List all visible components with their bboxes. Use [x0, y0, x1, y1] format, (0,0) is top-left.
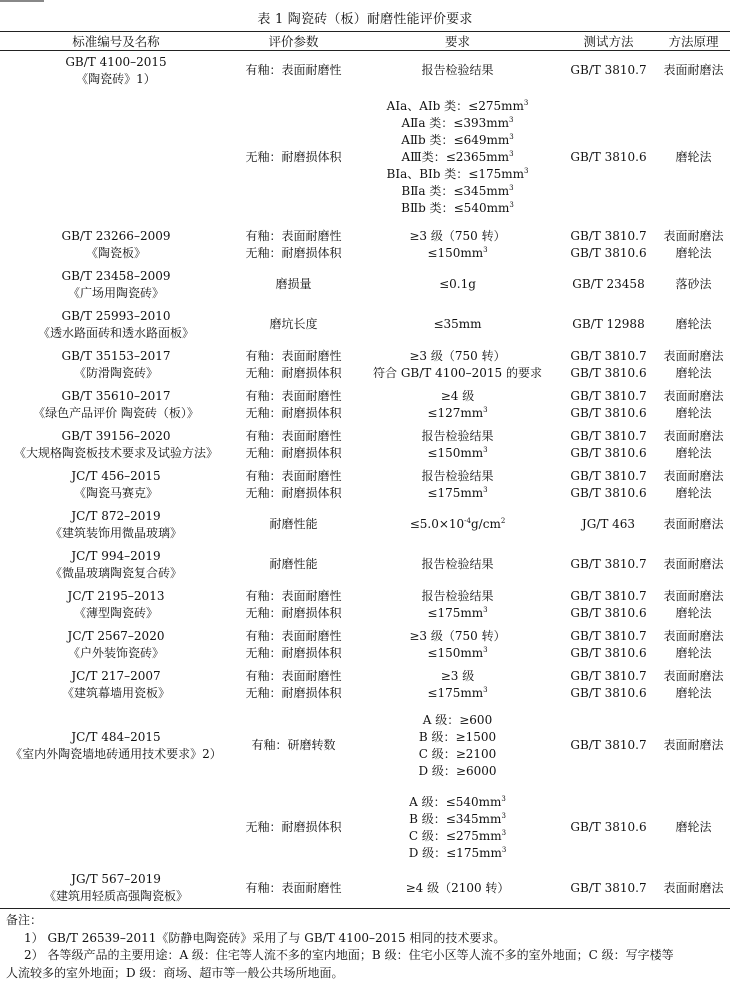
- test-method-line: GB/T 3810.6: [570, 445, 647, 460]
- requirement-line: BⅡa 类：$\le 345mm^3$: [401, 184, 514, 198]
- principle-cell: [657, 345, 730, 385]
- standard-name: 《透水路面砖和透水路面板》: [37, 325, 194, 340]
- parameter-line: 有釉：表面耐磨性: [245, 428, 342, 443]
- requirement-line: ≤0.1g: [439, 277, 476, 291]
- requirement-line: 报告检验结果: [421, 468, 494, 483]
- table-row: [0, 869, 730, 909]
- test-method-line: GB/T 3810.7: [570, 428, 647, 443]
- requirement-line: $\le 150mm^3$: [427, 445, 488, 460]
- standard-cell: [0, 225, 232, 265]
- requirement-line: 报告检验结果: [421, 63, 494, 78]
- parameter-line: 无釉：耐磨损体积: [245, 605, 342, 620]
- principle-line: 表面耐磨法: [663, 63, 724, 78]
- requirement-line: $\le 150mm^3$: [427, 645, 488, 660]
- principle-line: 表面耐磨法: [663, 668, 724, 683]
- table-row: [0, 465, 730, 505]
- table-row: [0, 51, 730, 91]
- requirement-line: BⅡb 类：$\le 540mm^3$: [401, 201, 514, 215]
- principle-cell: [657, 625, 730, 665]
- standard-number: JC/T 872–2019: [71, 508, 161, 523]
- standard-number: JC/T 217–2007: [71, 668, 161, 683]
- requirement-line: ≥3 级: [440, 668, 475, 683]
- parameter-line: 有釉：表面耐磨性: [245, 348, 342, 363]
- requirement-cell: [355, 625, 560, 665]
- test-method-cell: [560, 545, 657, 585]
- principle-line: 磨轮法: [675, 317, 712, 331]
- requirement-cell: [355, 665, 560, 705]
- standard-cell: [0, 869, 232, 909]
- test-method-cell: [560, 345, 657, 385]
- standard-name: 《陶瓷马赛克》: [73, 485, 158, 500]
- principle-line: 表面耐磨法: [663, 588, 724, 603]
- requirement-line: 符合 GB/T 4100–2015 的要求: [373, 365, 542, 380]
- principle-line: 表面耐磨法: [663, 348, 724, 363]
- principle-line: 表面耐磨法: [663, 880, 724, 895]
- principle-cell: [657, 425, 730, 465]
- requirement-cell: [355, 345, 560, 385]
- test-method-cell: [560, 265, 657, 305]
- requirement-line: C 级：≥2100: [418, 746, 497, 761]
- standard-cell: [0, 625, 232, 665]
- test-method-cell: [560, 505, 657, 545]
- principle-line: 磨轮法: [675, 605, 712, 620]
- requirement-cell: [355, 505, 560, 545]
- requirement-line: C 级：$\le 275mm^3$: [408, 828, 507, 843]
- standard-number: GB/T 39156–2020: [61, 428, 171, 443]
- standard-number: GB/T 23458–2009: [61, 268, 171, 283]
- principle-line: 表面耐磨法: [663, 388, 724, 403]
- parameter-line: 有釉：表面耐磨性: [245, 228, 342, 243]
- parameter-cell: [232, 705, 355, 787]
- requirement-line: B 级：$\le 345mm^3$: [409, 811, 506, 826]
- principle-cell: [657, 265, 730, 305]
- requirement-cell: [355, 585, 560, 625]
- principle-line: 落砂法: [675, 277, 712, 291]
- requirement-line: A 级：$\le 540mm^3$: [409, 794, 506, 809]
- standard-number: GB/T 23266–2009: [61, 228, 171, 243]
- standard-name: 《陶瓷板》: [85, 245, 146, 260]
- table-row: [0, 345, 730, 385]
- requirement-line: $\le 150mm^3$: [427, 245, 488, 260]
- test-method-line: JG/T 463: [581, 517, 636, 531]
- principle-line: 磨轮法: [675, 485, 712, 500]
- table-notes: [6, 912, 726, 982]
- principle-cell: [657, 505, 730, 545]
- principle-line: 磨轮法: [675, 645, 712, 660]
- table-row: [0, 91, 730, 225]
- parameter-line: 有釉：表面耐磨性: [245, 628, 342, 643]
- principle-line: 磨轮法: [675, 365, 712, 380]
- parameter-line: 无釉：耐磨损体积: [245, 820, 342, 834]
- table-row: [0, 225, 730, 265]
- requirement-line: ≤35mm: [433, 317, 482, 331]
- requirement-line: AⅢ类：$\le 2365mm^3$: [401, 150, 514, 164]
- principle-cell: [657, 545, 730, 585]
- requirement-line: ≥4 级（2100 转）: [405, 880, 510, 895]
- principle-cell: [657, 787, 730, 869]
- requirement-line: D 级：$\le 175mm^3$: [408, 845, 507, 860]
- test-method-cell: [560, 869, 657, 909]
- test-method-line: GB/T 3810.6: [570, 485, 647, 500]
- parameter-line: 无釉：耐磨损体积: [245, 685, 342, 700]
- test-method-line: GB/T 3810.6: [570, 605, 647, 620]
- test-method-line: GB/T 3810.6: [570, 645, 647, 660]
- requirement-line: $\le 175mm^3$: [427, 605, 488, 620]
- requirement-cell: [355, 385, 560, 425]
- wear-resistance-table: [0, 31, 730, 909]
- standard-cell: [0, 505, 232, 545]
- standard-number: GB/T 35610–2017: [61, 388, 171, 403]
- parameter-cell: [232, 505, 355, 545]
- parameter-line: 有釉：表面耐磨性: [245, 388, 342, 403]
- principle-line: 表面耐磨法: [663, 428, 724, 443]
- test-method-cell: [560, 51, 657, 91]
- requirement-line: $\le 5.0\times 10^{-4}g/cm^2$: [409, 517, 506, 531]
- standard-name: 《户外装饰瓷砖》: [67, 645, 164, 660]
- requirement-line: 报告检验结果: [421, 428, 494, 443]
- test-method-line: GB/T 23458: [572, 277, 645, 291]
- table-row: [0, 305, 730, 345]
- parameter-cell: [232, 787, 355, 869]
- standard-number: GB/T 25993–2010: [61, 308, 171, 323]
- requirement-cell: [355, 265, 560, 305]
- standard-cell: [0, 465, 232, 505]
- standard-name: 《室内外陶瓷墙地砖通用技术要求》2）: [10, 746, 222, 761]
- requirement-line: AⅡa 类：$\le 393mm^3$: [401, 116, 514, 130]
- requirement-line: 报告检验结果: [421, 557, 494, 571]
- standard-name: 《建筑幕墙用瓷板》: [61, 685, 170, 700]
- table-row: [0, 585, 730, 625]
- parameter-line: 无釉：耐磨损体积: [245, 445, 342, 460]
- requirement-line: ≥3 级（750 转）: [409, 348, 506, 363]
- test-method-line: GB/T 3810.6: [570, 365, 647, 380]
- principle-line: 磨轮法: [675, 405, 712, 420]
- standard-number: JC/T 994–2019: [71, 548, 161, 563]
- principle-cell: [657, 869, 730, 909]
- principle-cell: [657, 705, 730, 787]
- standard-name: 《大规格陶瓷板技术要求及试验方法》: [13, 445, 218, 460]
- table-row: [0, 705, 730, 787]
- principle-line: 磨轮法: [675, 820, 712, 834]
- requirement-cell: [355, 787, 560, 869]
- principle-cell: [657, 91, 730, 225]
- standard-cell: [0, 51, 232, 91]
- parameter-line: 无釉：耐磨损体积: [245, 245, 342, 260]
- table-row: [0, 505, 730, 545]
- principle-line: 表面耐磨法: [663, 557, 724, 571]
- parameter-line: 有釉：研磨转数: [251, 738, 336, 752]
- principle-cell: [657, 305, 730, 345]
- test-method-cell: [560, 787, 657, 869]
- parameter-cell: [232, 385, 355, 425]
- requirement-cell: [355, 869, 560, 909]
- standard-cell: [0, 265, 232, 305]
- requirement-cell: [355, 545, 560, 585]
- standard-cell: [0, 787, 232, 869]
- parameter-cell: [232, 625, 355, 665]
- parameter-line: 无釉：耐磨损体积: [245, 485, 342, 500]
- standard-number: JC/T 456–2015: [71, 468, 161, 483]
- requirement-cell: [355, 91, 560, 225]
- table-caption: 表 1 陶瓷砖（板）耐磨性能评价要求: [257, 12, 473, 27]
- parameter-cell: [232, 91, 355, 225]
- table-row: [0, 665, 730, 705]
- parameter-line: 磨损量: [275, 277, 312, 291]
- standard-name: 《建筑装饰用微晶玻璃》: [49, 525, 182, 540]
- standard-number: GB/T 4100–2015: [65, 54, 167, 69]
- requirement-line: BⅠa、BⅠb 类：$\le 175mm^3$: [386, 167, 529, 181]
- requirement-line: ≥4 级: [440, 388, 475, 403]
- standard-cell: [0, 585, 232, 625]
- parameter-line: 磨坑长度: [269, 317, 318, 331]
- standard-cell: [0, 545, 232, 585]
- test-method-line: GB/T 3810.7: [570, 668, 647, 683]
- test-method-line: GB/T 3810.7: [570, 738, 647, 752]
- standard-cell: [0, 385, 232, 425]
- requirement-line: $\le 175mm^3$: [427, 485, 488, 500]
- page-corner-rule: [0, 0, 44, 2]
- parameter-cell: [232, 869, 355, 909]
- test-method-cell: [560, 705, 657, 787]
- standard-name: 《广场用陶瓷砖》: [67, 285, 164, 300]
- standard-name: 《防滑陶瓷砖》: [73, 365, 158, 380]
- standard-name: 《微晶玻璃陶瓷复合砖》: [49, 565, 182, 580]
- principle-cell: [657, 225, 730, 265]
- note-2: 2） 各等级产品的主要用途：A 级：住宅等人流不多的室内地面；B 级：住宅小区等人流不多的室外地面；C 级：写字楼等: [24, 948, 674, 962]
- note-2-continued: 人流较多的室外地面；D 级：商场、超市等一般公共场所地面。: [6, 965, 344, 980]
- col-header-requirement: 要求: [355, 32, 560, 51]
- parameter-cell: [232, 51, 355, 91]
- parameter-line: 无釉：耐磨损体积: [245, 365, 342, 380]
- standard-number: JG/T 567–2019: [71, 872, 161, 887]
- principle-cell: [657, 585, 730, 625]
- table-row: [0, 625, 730, 665]
- parameter-cell: [232, 225, 355, 265]
- parameter-cell: [232, 305, 355, 345]
- col-header-parameter: 评价参数: [232, 32, 355, 51]
- parameter-line: 有釉：表面耐磨性: [245, 588, 342, 603]
- note-1: 1） GB/T 26539–2011《防静电陶瓷砖》采用了与 GB/T 4100–2015 相同的技术要求。: [24, 930, 506, 945]
- principle-line: 磨轮法: [675, 685, 712, 700]
- standard-cell: [0, 91, 232, 225]
- parameter-line: 无釉：耐磨损体积: [245, 150, 342, 164]
- requirement-line: D 级：≥6000: [418, 763, 497, 778]
- table-row: [0, 425, 730, 465]
- test-method-line: GB/T 3810.7: [570, 557, 647, 571]
- table-row: [0, 787, 730, 869]
- principle-line: 表面耐磨法: [663, 738, 724, 752]
- table-body: [0, 51, 730, 909]
- principle-line: 表面耐磨法: [663, 517, 724, 531]
- parameter-line: 有釉：表面耐磨性: [245, 668, 342, 683]
- requirement-line: B 级：≥1500: [418, 729, 497, 744]
- requirement-line: 报告检验结果: [421, 588, 494, 603]
- test-method-cell: [560, 91, 657, 225]
- parameter-line: 耐磨性能: [269, 517, 318, 531]
- test-method-cell: [560, 305, 657, 345]
- test-method-line: GB/T 3810.7: [570, 880, 647, 895]
- table-header-row: [0, 32, 730, 51]
- standard-cell: [0, 425, 232, 465]
- test-method-line: GB/T 3810.6: [570, 245, 647, 260]
- requirement-cell: [355, 465, 560, 505]
- principle-line: 表面耐磨法: [663, 468, 724, 483]
- test-method-line: GB/T 3810.7: [570, 628, 647, 643]
- standard-number: JC/T 484–2015: [71, 729, 161, 744]
- test-method-line: GB/T 3810.7: [570, 388, 647, 403]
- test-method-cell: [560, 665, 657, 705]
- table-row: [0, 265, 730, 305]
- parameter-cell: [232, 345, 355, 385]
- requirement-line: $\le 127mm^3$: [427, 405, 488, 420]
- parameter-line: 耐磨性能: [269, 557, 318, 571]
- parameter-line: 无釉：耐磨损体积: [245, 405, 342, 420]
- standard-cell: [0, 345, 232, 385]
- requirement-line: $\le 175mm^3$: [427, 685, 488, 700]
- principle-line: 磨轮法: [675, 445, 712, 460]
- parameter-cell: [232, 465, 355, 505]
- requirement-line: AⅠa、AⅠb 类：$\le 275mm^3$: [386, 99, 529, 113]
- standard-number: JC/T 2195–2013: [67, 588, 165, 603]
- parameter-line: 无釉：耐磨损体积: [245, 645, 342, 660]
- test-method-cell: [560, 225, 657, 265]
- standard-name: 《陶瓷砖》1）: [76, 71, 156, 86]
- standard-number: JC/T 2567–2020: [67, 628, 165, 643]
- test-method-line: GB/T 3810.7: [570, 468, 647, 483]
- test-method-cell: [560, 425, 657, 465]
- parameter-line: 有釉：表面耐磨性: [245, 63, 342, 78]
- principle-cell: [657, 465, 730, 505]
- test-method-line: GB/T 3810.7: [570, 63, 647, 78]
- parameter-cell: [232, 265, 355, 305]
- test-method-cell: [560, 385, 657, 425]
- test-method-line: GB/T 3810.7: [570, 228, 647, 243]
- col-header-test-method: 测试方法: [560, 32, 657, 51]
- test-method-cell: [560, 625, 657, 665]
- requirement-line: AⅡb 类：$\le 649mm^3$: [401, 133, 514, 147]
- principle-cell: [657, 385, 730, 425]
- requirement-cell: [355, 51, 560, 91]
- requirement-line: A 级：≥600: [422, 712, 493, 727]
- requirement-cell: [355, 425, 560, 465]
- notes-title: 备注：: [6, 913, 43, 927]
- test-method-line: GB/T 3810.6: [570, 150, 647, 164]
- parameter-line: 有釉：表面耐磨性: [245, 880, 342, 895]
- table-row: [0, 385, 730, 425]
- col-header-principle: 方法原理: [657, 32, 730, 51]
- standard-cell: [0, 665, 232, 705]
- table-row: [0, 545, 730, 585]
- standard-name: 《建筑用轻质高强陶瓷板》: [43, 889, 188, 904]
- standard-name: 《绿色产品评价 陶瓷砖（板）》: [33, 405, 199, 420]
- standard-number: GB/T 35153–2017: [61, 348, 171, 363]
- test-method-line: GB/T 3810.6: [570, 820, 647, 834]
- test-method-line: GB/T 12988: [572, 317, 645, 331]
- principle-line: 磨轮法: [675, 245, 712, 260]
- col-header-standard: 标准编号及名称: [0, 32, 232, 51]
- principle-line: 磨轮法: [675, 150, 712, 164]
- principle-line: 表面耐磨法: [663, 628, 724, 643]
- requirement-cell: [355, 305, 560, 345]
- principle-line: 表面耐磨法: [663, 228, 724, 243]
- standard-name: 《薄型陶瓷砖》: [73, 605, 158, 620]
- requirement-cell: [355, 705, 560, 787]
- principle-cell: [657, 51, 730, 91]
- standard-cell: [0, 705, 232, 787]
- test-method-line: GB/T 3810.7: [570, 588, 647, 603]
- parameter-line: 有釉：表面耐磨性: [245, 468, 342, 483]
- parameter-cell: [232, 585, 355, 625]
- test-method-cell: [560, 465, 657, 505]
- requirement-line: ≥3 级（750 转）: [409, 628, 506, 643]
- principle-cell: [657, 665, 730, 705]
- standard-cell: [0, 305, 232, 345]
- requirement-line: ≥3 级（750 转）: [409, 228, 506, 243]
- parameter-cell: [232, 665, 355, 705]
- parameter-cell: [232, 425, 355, 465]
- test-method-line: GB/T 3810.7: [570, 348, 647, 363]
- test-method-line: GB/T 3810.6: [570, 685, 647, 700]
- test-method-line: GB/T 3810.6: [570, 405, 647, 420]
- test-method-cell: [560, 585, 657, 625]
- parameter-cell: [232, 545, 355, 585]
- requirement-cell: [355, 225, 560, 265]
